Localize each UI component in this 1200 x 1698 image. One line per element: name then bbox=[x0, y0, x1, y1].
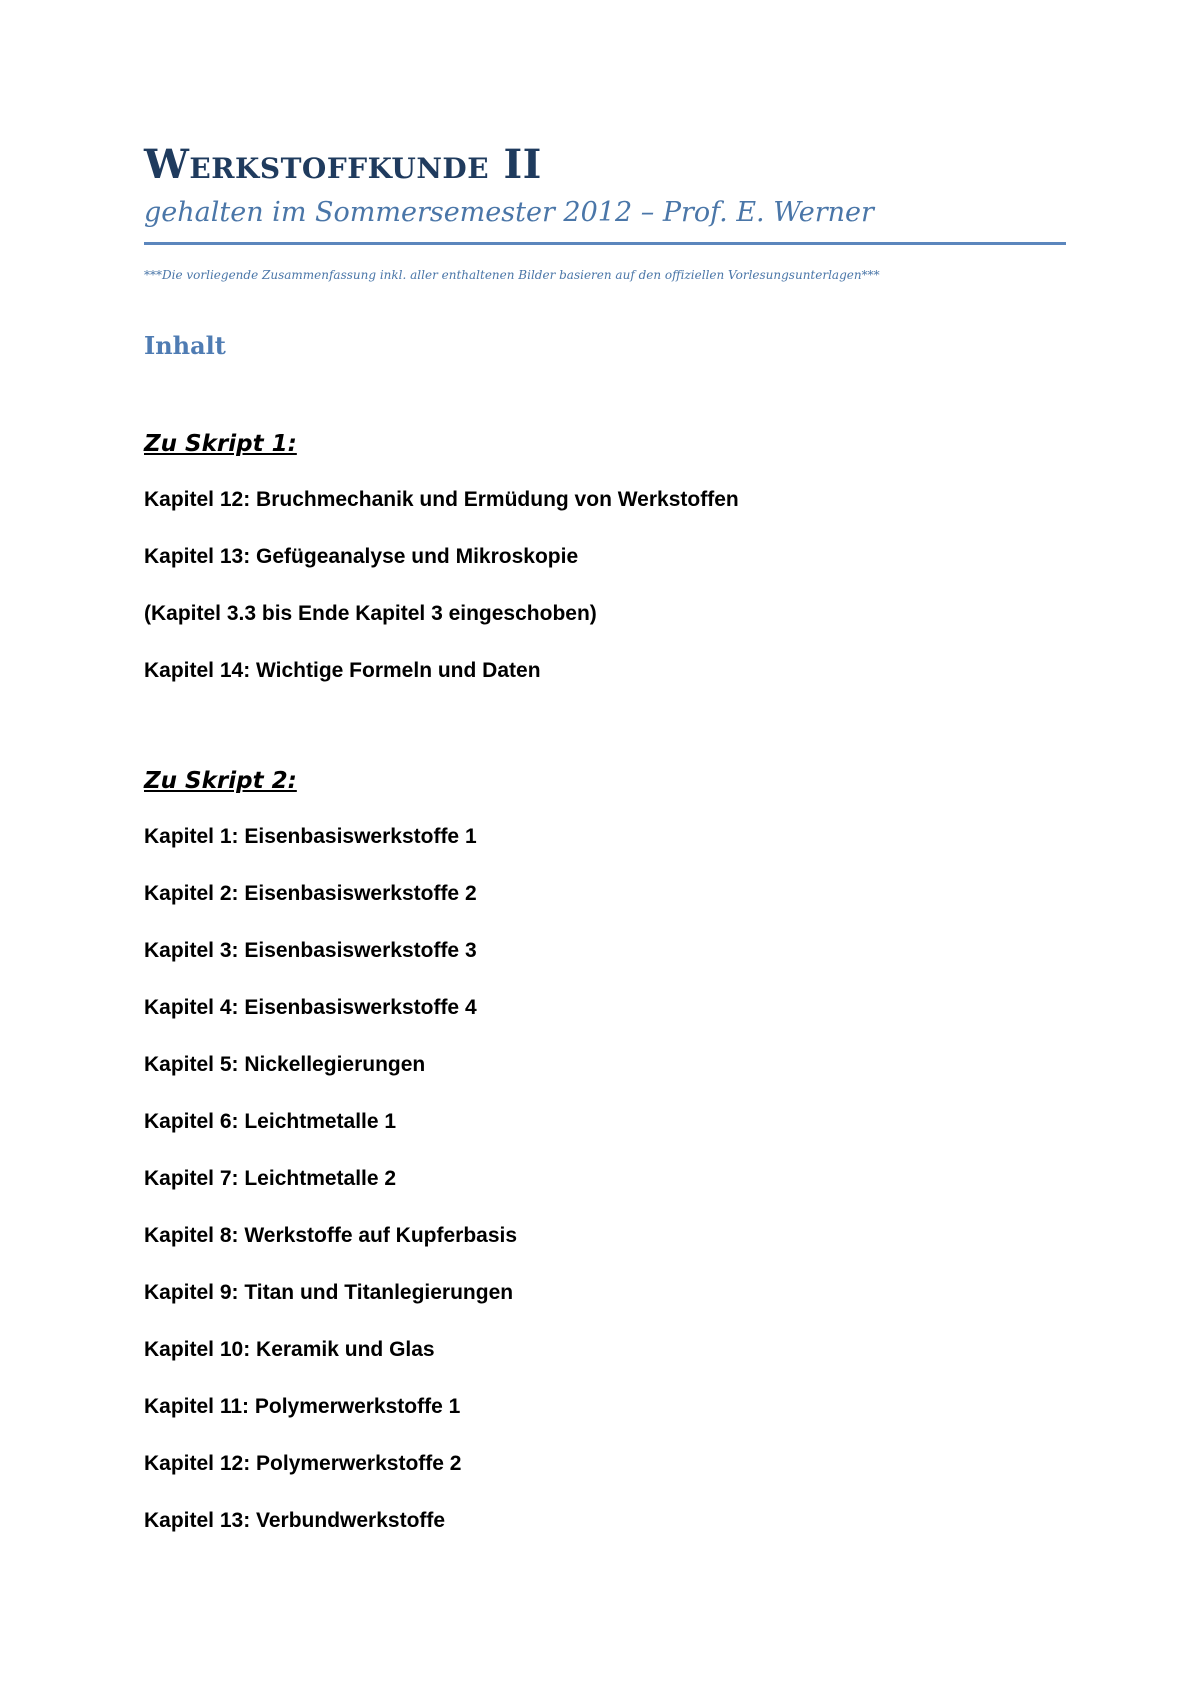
toc-entry: (Kapitel 3.3 bis Ende Kapitel 3 eingeschoben) bbox=[144, 602, 597, 625]
document-subtitle: gehalten im Sommersemester 2012 – Prof. E. Werner bbox=[144, 197, 874, 228]
toc-entry: Kapitel 9: Titan und Titanlegierungen bbox=[144, 1281, 514, 1304]
toc-entry: Kapitel 5: Nickellegierungen bbox=[144, 1053, 426, 1076]
toc-entry: Kapitel 7: Leichtmetalle 2 bbox=[144, 1167, 397, 1190]
toc-entry: Kapitel 11: Polymerwerkstoffe 1 bbox=[144, 1395, 461, 1418]
toc-entry-list bbox=[144, 487, 1066, 684]
toc-entry: Kapitel 14: Wichtige Formeln und Daten bbox=[144, 659, 541, 682]
section-heading: Zu Skript 2: bbox=[144, 768, 297, 794]
toc-entry-list bbox=[144, 824, 1066, 1534]
section-heading: Zu Skript 1: bbox=[144, 431, 297, 457]
toc-entry: Kapitel 6: Leichtmetalle 1 bbox=[144, 1110, 397, 1133]
toc-entry: Kapitel 1: Eisenbasiswerkstoffe 1 bbox=[144, 825, 477, 848]
title-divider bbox=[144, 242, 1066, 245]
toc-entry: Kapitel 2: Eisenbasiswerkstoffe 2 bbox=[144, 882, 477, 905]
toc-entry: Kapitel 12: Polymerwerkstoffe 2 bbox=[144, 1452, 462, 1475]
toc-section-skript-1 bbox=[144, 429, 1066, 684]
toc-entry: Kapitel 4: Eisenbasiswerkstoffe 4 bbox=[144, 996, 477, 1019]
document-title: Werkstoffkunde II bbox=[144, 141, 542, 188]
toc-entry: Kapitel 13: Gefügeanalyse und Mikroskopie bbox=[144, 545, 579, 568]
toc-heading: Inhalt bbox=[144, 331, 226, 360]
toc-entry: Kapitel 8: Werkstoffe auf Kupferbasis bbox=[144, 1224, 518, 1247]
toc-entry: Kapitel 3: Eisenbasiswerkstoffe 3 bbox=[144, 939, 477, 962]
toc-entry: Kapitel 13: Verbundwerkstoffe bbox=[144, 1509, 446, 1532]
toc-section-skript-2 bbox=[144, 766, 1066, 1534]
toc-entry: Kapitel 10: Keramik und Glas bbox=[144, 1338, 435, 1361]
toc-entry: Kapitel 12: Bruchmechanik und Ermüdung von Werkstoffen bbox=[144, 488, 739, 511]
page-content bbox=[144, 140, 1066, 1534]
disclaimer-note: ***Die vorliegende Zusammenfassung inkl. aller enthaltenen Bilder basieren auf den offiziellen Vorlesungsunterlagen*** bbox=[144, 268, 880, 282]
